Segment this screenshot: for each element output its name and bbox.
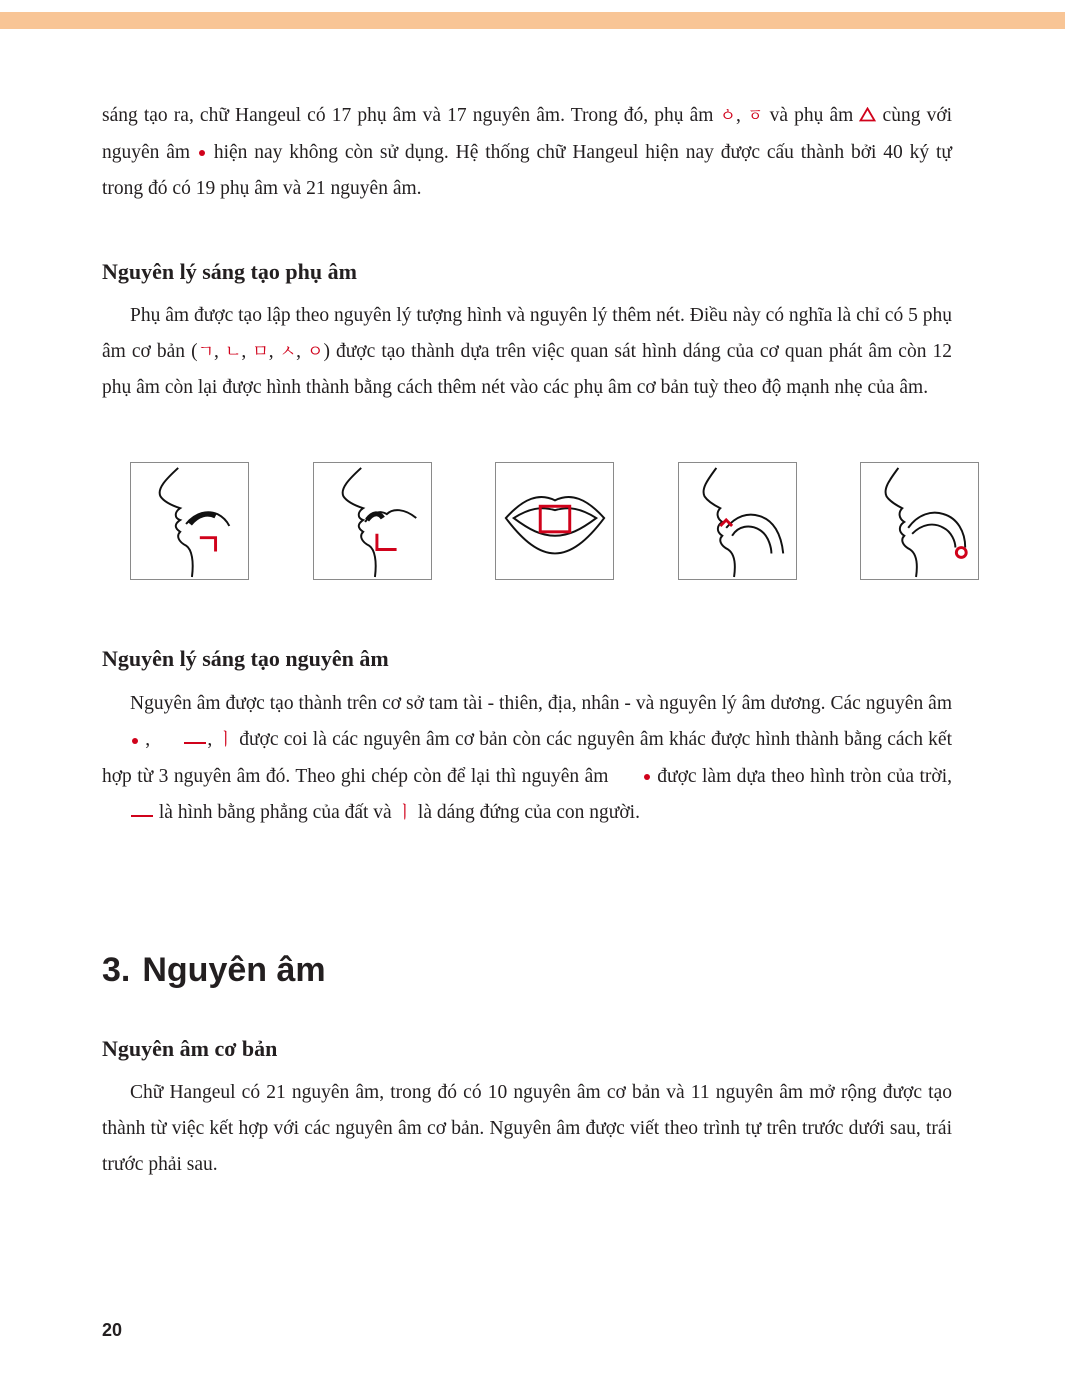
consonant-text-2: ) được tạo thành dựa trên việc quan sát hình dáng của cơ quan phát âm còn 12 phụ âm còn lại được hình thành bằng cách thêm nét vào các phụ âm cơ bản tuỳ theo độ mạnh nhẹ của âm. xyxy=(102,341,952,398)
figure-mieum xyxy=(495,462,614,580)
top-accent-bar xyxy=(0,12,1065,29)
consonant-paragraph: Phụ âm được tạo lập theo nguyên lý tượng hình và nguyên lý thêm nét. Điều này có nghĩa là chỉ có 5 phụ âm cơ bản (ㄱ, ㄴ, ㅁ, ㅅ, ㅇ) được tạo thành dựa trên việc quan sát hình dáng của cơ quan phát âm còn 12 phụ âm còn lại được hình thành bằng cách thêm nét vào các phụ âm cơ bản tuỳ theo độ mạnh nhẹ của âm. xyxy=(102,305,952,398)
vowel-text-3: được làm dựa theo hình tròn của trời, xyxy=(657,765,953,787)
yesieung-letter: ㆁ xyxy=(719,106,737,126)
comma: , xyxy=(736,105,741,126)
basic-vowels-paragraph: Chữ Hangeul có 21 nguyên âm, trong đó có 10 nguyên âm cơ bản và 11 nguyên âm mở rộng được tạo thành từ việc kết hợp với các nguyên âm cơ bản. Nguyên âm được viết theo trình tự trên trước dưới sau, trái trước phải sau. xyxy=(102,1082,952,1175)
page-number: 20 xyxy=(102,1320,123,1340)
section-number: 3. xyxy=(102,951,131,989)
consonant-giyeok: ㄱ xyxy=(197,342,215,362)
intro-text-1: sáng tạo ra, chữ Hangeul có 17 phụ âm và 17 nguyên âm. Trong đó, phụ âm xyxy=(102,105,714,126)
vertical-vowel-letter: ㅣ xyxy=(396,803,414,824)
vowel-text-5: là dáng đứng của con người. xyxy=(417,802,640,824)
yeorinhieut-letter: ㆆ xyxy=(747,106,764,126)
section-title-text: Nguyên âm xyxy=(142,951,326,989)
figure-nieun xyxy=(313,462,432,580)
vertical-vowel-letter: ㅣ xyxy=(217,730,234,750)
dot-vowel-symbol xyxy=(197,135,207,171)
horizontal-vowel-symbol xyxy=(102,796,154,832)
intro-text-4: hiện nay không còn sử dụng. Hệ thống chữ Hangeul hiện nay được cấu thành bởi 40 ký tự trong đó có 19 phụ âm và 21 nguyên âm. xyxy=(102,141,952,200)
dot-vowel-symbol xyxy=(102,723,140,759)
vowel-text-2: được coi là các nguyên âm cơ bản còn các nguyên âm khác được hình thành bằng cách kết hợp từ 3 nguyên âm đó. Theo ghi chép còn để lại thì nguyên âm xyxy=(102,729,953,787)
figure-giyeok xyxy=(130,462,249,580)
intro-paragraph xyxy=(102,98,952,207)
vowel-text-1: Nguyên âm được tạo thành trên cơ sở tam tài - thiên, địa, nhân - và nguyên lý âm dương. Các nguyên âm xyxy=(130,693,952,714)
intro-text-3: cùng với nguyên âm xyxy=(102,105,953,163)
basic-vowels-heading: Nguyên âm cơ bản xyxy=(102,1036,278,1061)
horizontal-vowel-symbol xyxy=(155,723,207,759)
triangle-symbol xyxy=(859,99,876,135)
consonant-siot: ㅅ xyxy=(279,342,297,362)
comma: , xyxy=(145,729,151,750)
intro-text-2: và phụ âm xyxy=(769,105,854,126)
vowel-paragraph xyxy=(102,686,952,832)
consonant-ieung: ㅇ xyxy=(307,342,324,362)
figure-siot xyxy=(678,462,797,580)
comma: , xyxy=(207,729,213,750)
figure-ieung xyxy=(860,462,979,580)
vowel-section-heading: Nguyên lý sáng tạo nguyên âm xyxy=(102,646,389,671)
consonant-mieum: ㅁ xyxy=(252,342,269,362)
vowel-text-4: là hình bằng phẳng của đất và xyxy=(158,802,392,824)
dot-vowel-symbol xyxy=(614,759,652,795)
consonant-section-heading: Nguyên lý sáng tạo phụ âm xyxy=(102,259,357,284)
consonant-nieun: ㄴ xyxy=(224,342,242,362)
section-title xyxy=(102,951,326,990)
consonant-text-1: Phụ âm được tạo lập theo nguyên lý tượng hình và nguyên lý thêm nét. Điều này có nghĩa là chỉ có 5 phụ âm cơ bản ( xyxy=(102,305,952,362)
